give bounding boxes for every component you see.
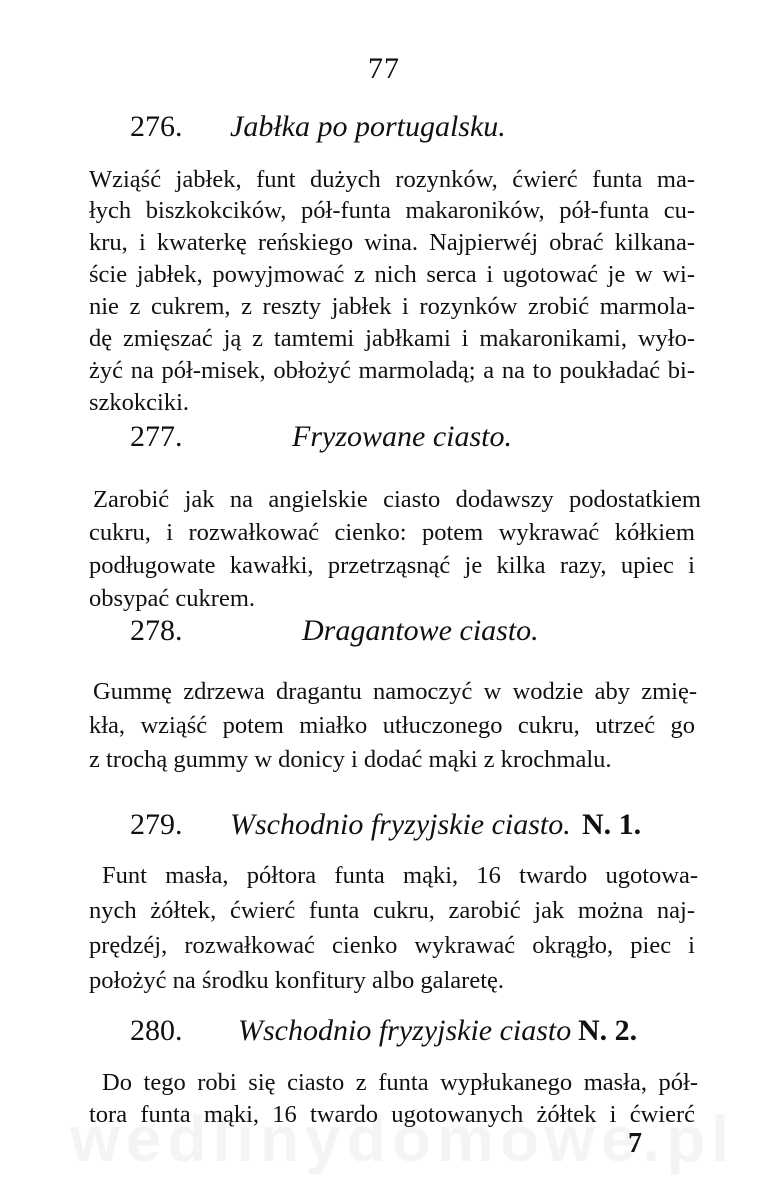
recipe-body-line: ście jabłek, powyjmować z nich serca i ugotować je w wi- <box>89 261 695 288</box>
recipe-body-line: kru, i kwaterkę reńskiego wina. Najpierwéj obrać kilkana- <box>89 229 695 256</box>
recipe-body-line: cukru, i rozwałkować cienko: potem wykrawać kółkiem <box>89 519 695 546</box>
recipe-body-line: nie z cukrem, z reszty jabłek i rozynków zrobić marmola- <box>89 293 695 320</box>
recipe-body-line: Wziąść jabłek, funt dużych rozynków, ćwierć funta ma- <box>89 166 695 193</box>
recipe-title: Jabłka po portugalsku. <box>230 110 506 143</box>
recipe-number: 277. <box>130 420 183 453</box>
recipe-body-line: Gummę zdrzewa dragantu namoczyć w wodzie aby zmię- <box>93 678 697 705</box>
recipe-body-line: nych żółtek, ćwierć funta cukru, zarobić jak można naj- <box>89 897 695 924</box>
recipe-title: Dragantowe ciasto. <box>302 614 539 647</box>
recipe-body-line: Funt masła, półtora funta mąki, 16 twardo ugotowa- <box>102 862 698 889</box>
recipe-body-line: szkokciki. <box>89 389 190 416</box>
watermark <box>70 1102 710 1176</box>
recipe-suffix: N. 1. <box>582 808 642 841</box>
page-number: 77 <box>368 52 400 85</box>
recipe-title: Wschodnio fryzyjskie ciasto <box>238 1014 572 1047</box>
recipe-number: 278. <box>130 614 183 647</box>
recipe-body-line: dę zmięszać ją z tamtemi jabłkami i makaronikami, wyło- <box>89 325 695 352</box>
recipe-number: 279. <box>130 808 183 841</box>
recipe-body-line: z trochą gummy w donicy i dodać mąki z krochmalu. <box>89 746 612 773</box>
recipe-number: 280. <box>130 1014 183 1047</box>
recipe-number: 276. <box>130 110 183 143</box>
recipe-title: Fryzowane ciasto. <box>292 420 512 453</box>
recipe-body-line: podługowate kawałki, przetrząsnąć je kilka razy, upiec i <box>89 552 695 579</box>
recipe-body-line: położyć na środku konfitury albo galaretę. <box>89 967 505 994</box>
recipe-body-line: kła, wziąść potem miałko utłuczonego cukru, utrzeć go <box>89 712 695 739</box>
recipe-body-line: Zarobić jak na angielskie ciasto dodawszy podostatkiem <box>93 486 701 513</box>
recipe-title: Wschodnio fryzyjskie ciasto. <box>230 808 571 841</box>
recipe-body-line: tora funta mąki, 16 twardo ugotowanych żółtek i ćwierć <box>89 1101 695 1128</box>
recipe-suffix: N. 2. <box>578 1014 638 1047</box>
recipe-body-line: obsypać cukrem. <box>89 585 255 612</box>
signature-mark: 7 <box>628 1128 642 1159</box>
recipe-body-line: żyć na pół-misek, obłożyć marmoladą; a na to poukładać bi- <box>89 357 695 384</box>
recipe-body-line: prędzéj, rozwałkować cienko wykrawać okrągło, piec i <box>89 932 695 959</box>
recipe-body-line: łych biszkokcików, pół-funta makaroników, pół-funta cu- <box>89 197 695 224</box>
recipe-body-line: Do tego robi się ciasto z funta wypłukanego masła, pół- <box>102 1069 698 1096</box>
